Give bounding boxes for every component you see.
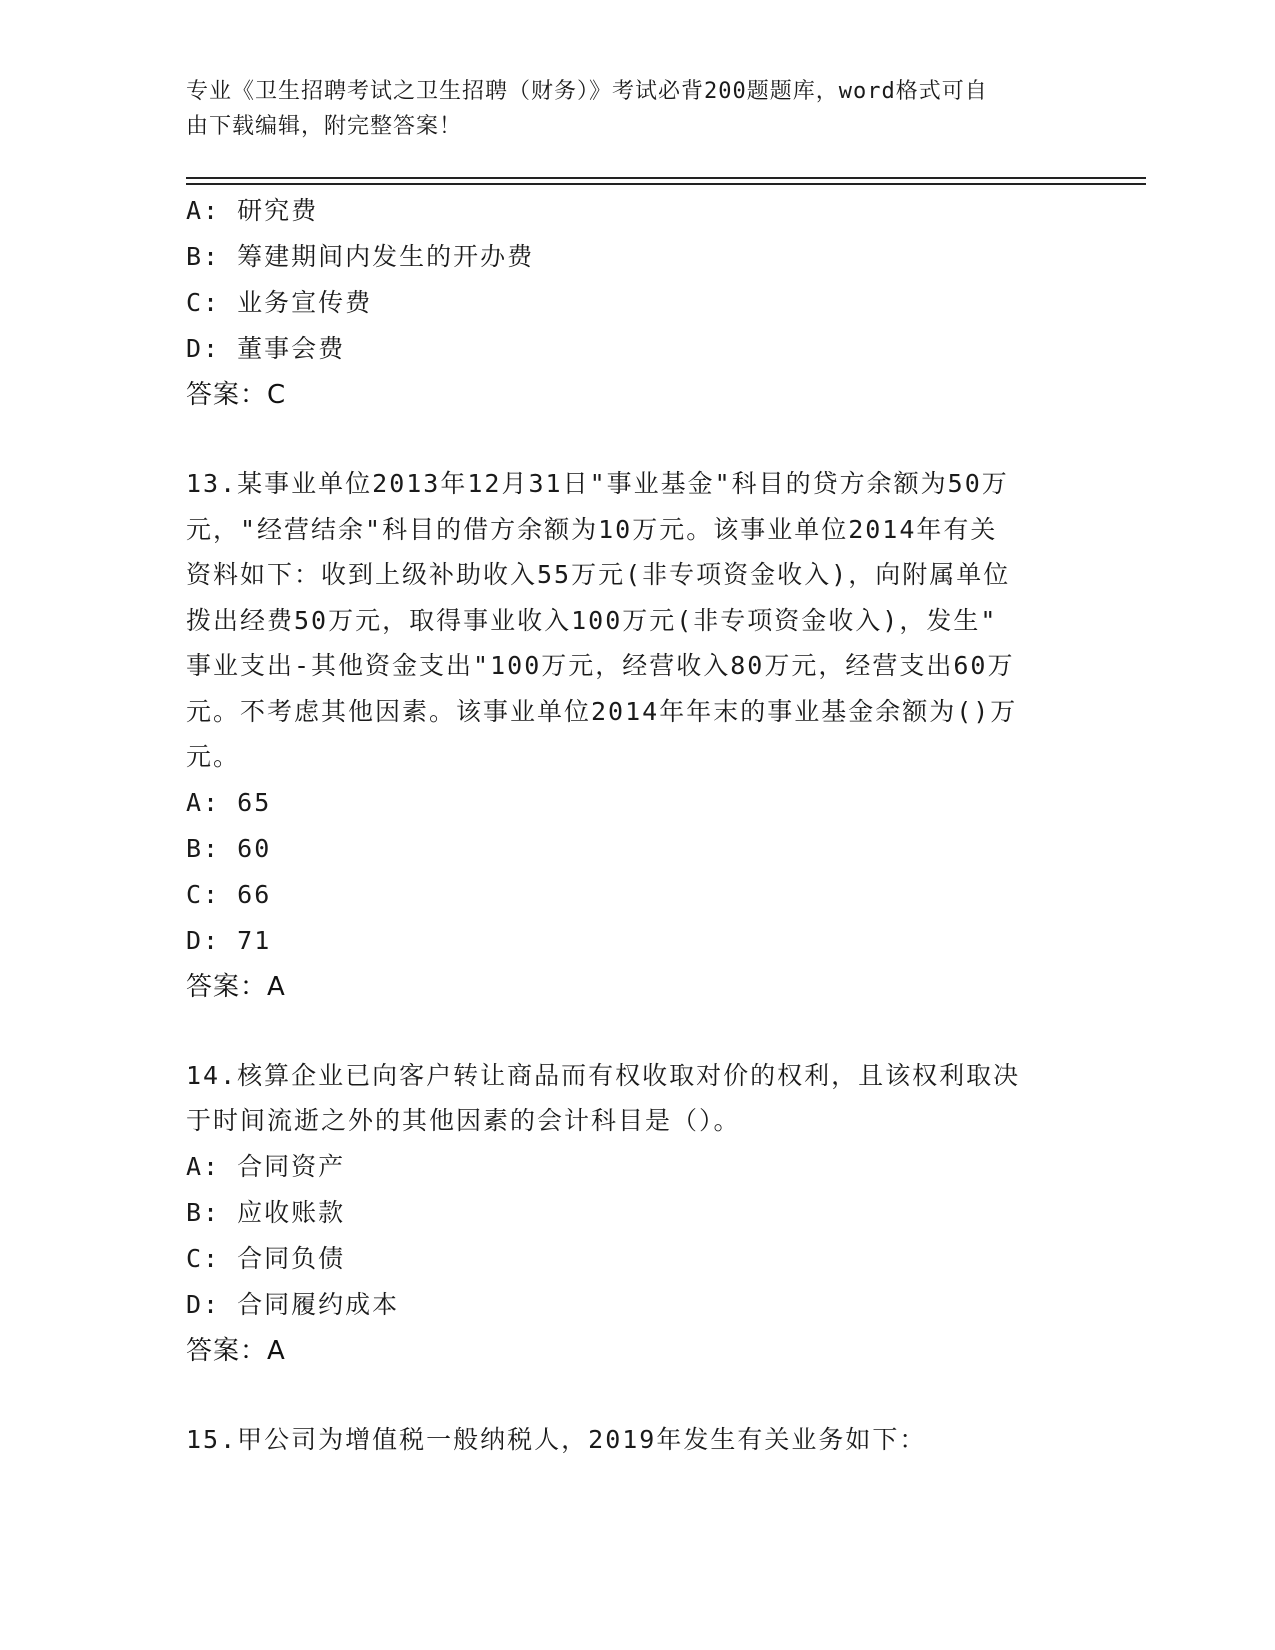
option-text: 研究费 (237, 196, 319, 225)
option-label: C: (186, 1243, 221, 1273)
option-d (186, 326, 1066, 372)
answer-line: 答案：A (186, 971, 286, 1002)
question-line: 于时间流逝之外的其他因素的会计科目是（）。 (186, 1106, 741, 1135)
question-13 (186, 461, 1066, 1010)
option-text: 业务宣传费 (237, 288, 373, 317)
question-text (186, 1417, 1066, 1463)
question-line: 资料如下：收到上级补助收入55万元(非专项资金收入)，向附属单位 (186, 560, 1011, 589)
option-label: B: (186, 833, 221, 863)
option-text: 合同负债 (237, 1243, 346, 1273)
option-text: 筹建期间内发生的开办费 (237, 242, 535, 271)
header-rule-top (186, 177, 1146, 179)
option-text: 董事会费 (237, 334, 346, 363)
question-line: 元，"经营结余"科目的借方余额为10万元。该事业单位2014年有关 (186, 514, 998, 544)
option-text: 合同资产 (237, 1151, 346, 1181)
option-d (186, 918, 1066, 964)
option-b (186, 826, 1066, 872)
option-d (186, 1282, 1066, 1328)
answer-line: 答案：C (186, 380, 287, 410)
question-line: 14.核算企业已向客户转让商品而有权收取对价的权利，且该权利取决 (186, 1060, 1021, 1090)
option-text: 应收账款 (237, 1197, 346, 1227)
option-c (186, 1236, 1066, 1282)
option-label: B: (186, 242, 221, 271)
question-line: 15.甲公司为增值税一般纳税人，2019年发生有关业务如下： (186, 1424, 927, 1454)
option-text: 合同履约成本 (237, 1289, 400, 1319)
question-line: 13.某事业单位2013年12月31日"事业基金"科目的贷方余额为50万 (186, 469, 1009, 498)
option-text: 71 (237, 925, 272, 955)
option-c (186, 280, 1066, 326)
header-rule-bottom (186, 183, 1146, 185)
option-label: D: (186, 925, 221, 955)
option-a (186, 780, 1066, 826)
document-body (186, 188, 1066, 1462)
header-line-2: 由下载编辑，附完整答案！ (186, 114, 463, 139)
option-label: A: (186, 1151, 221, 1181)
question-line: 元。不考虑其他因素。该事业单位2014年年末的事业基金余额为()万 (186, 696, 1018, 726)
header-line-1: 专业《卫生招聘考试之卫生招聘（财务）》考试必背200题题库，word格式可自 (186, 79, 988, 104)
option-b (186, 234, 1066, 280)
answer-line: 答案：A (186, 1335, 286, 1366)
option-a (186, 1144, 1066, 1190)
question-line: 事业支出-其他资金支出"100万元，经营收入80万元，经营支出60万 (186, 651, 1015, 680)
option-text: 66 (237, 879, 272, 909)
option-label: C: (186, 879, 221, 909)
option-text: 60 (237, 833, 272, 863)
document-header (186, 74, 1066, 144)
option-text: 65 (237, 787, 272, 817)
option-a (186, 188, 1066, 234)
option-label: B: (186, 1197, 221, 1227)
question-line: 拨出经费50万元，取得事业收入100万元(非专项资金收入)，发生" (186, 605, 998, 635)
question-14 (186, 1053, 1066, 1374)
question-line: 元。 (186, 742, 241, 771)
option-c (186, 872, 1066, 918)
option-b (186, 1190, 1066, 1236)
question-text (186, 461, 1066, 780)
prev-question-options (186, 188, 1066, 418)
question-text (186, 1053, 1066, 1144)
option-label: C: (186, 288, 221, 317)
option-label: D: (186, 334, 221, 363)
option-label: A: (186, 787, 221, 817)
option-label: D: (186, 1289, 221, 1319)
option-label: A: (186, 196, 221, 225)
question-15 (186, 1417, 1066, 1463)
